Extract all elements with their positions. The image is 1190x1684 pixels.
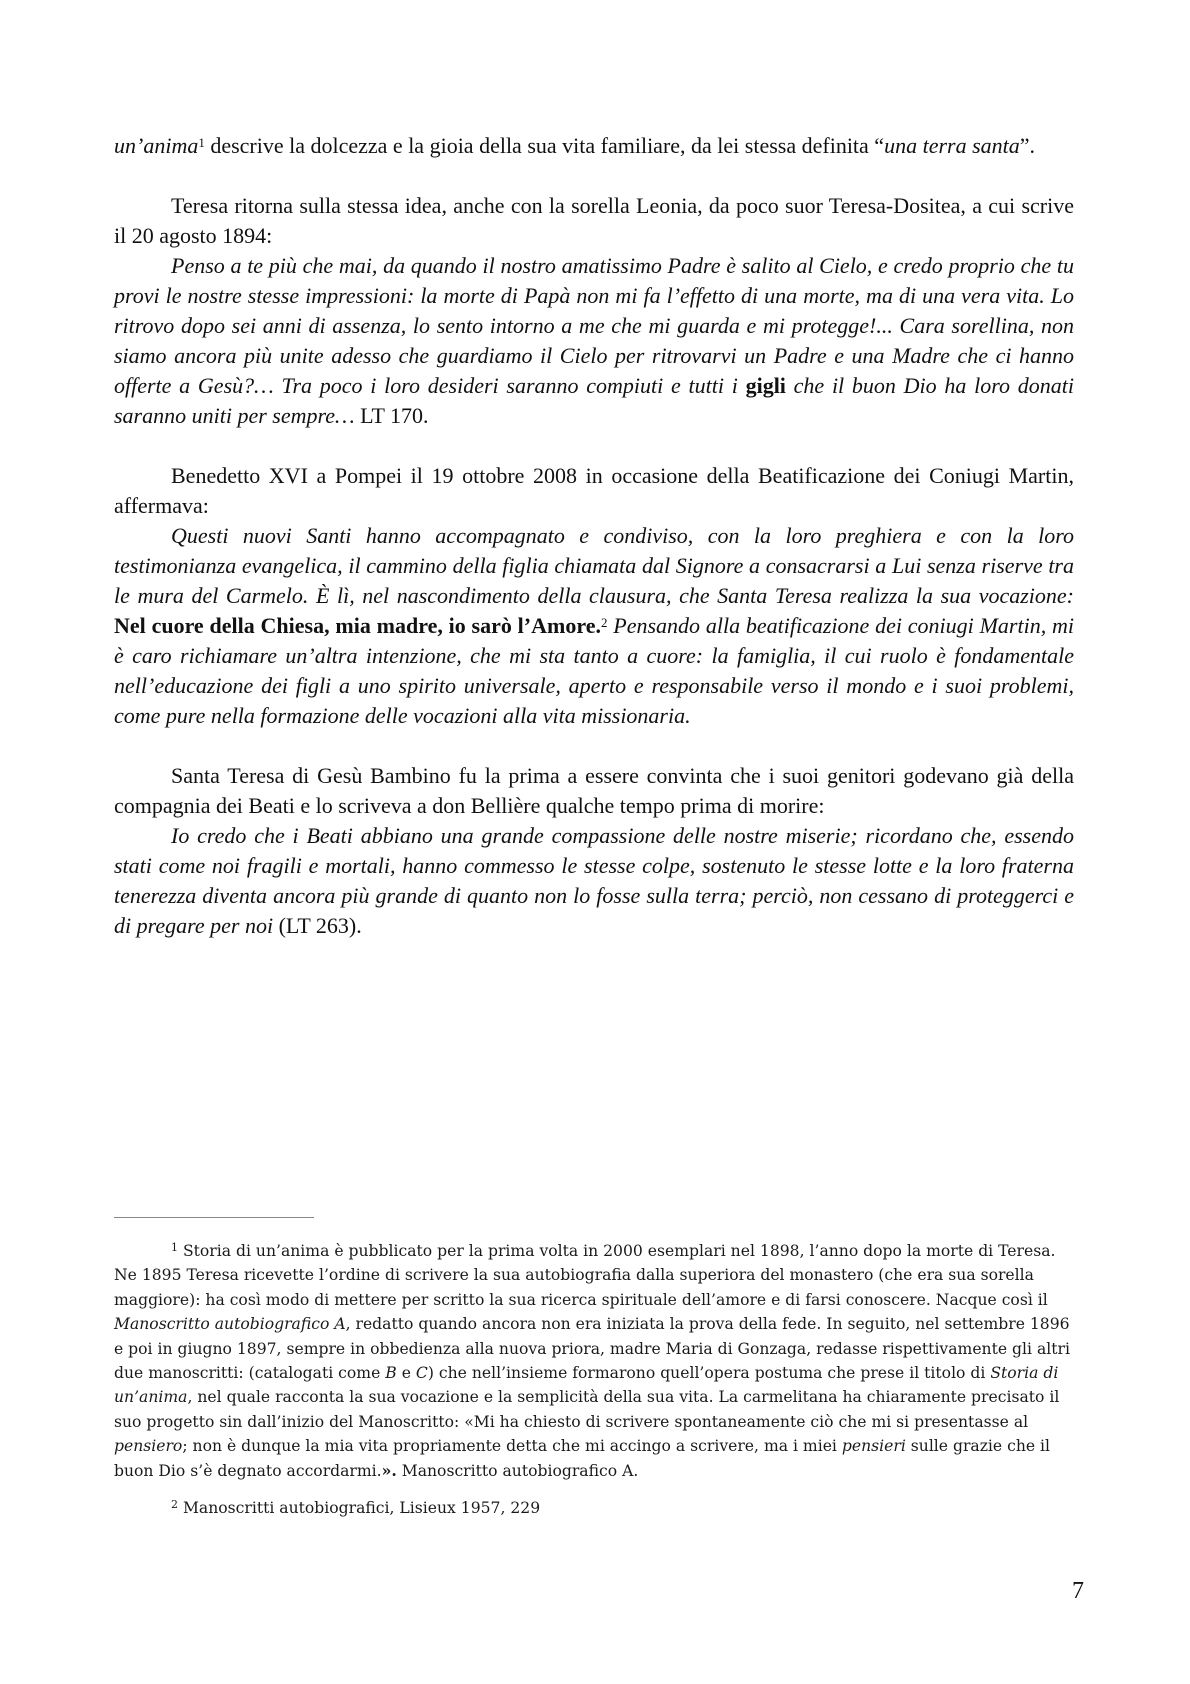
fn2-text: Manoscritti autobiografici, Lisieux 1957, 229 bbox=[178, 1499, 541, 1518]
footnote-separator bbox=[114, 1217, 314, 1218]
benedetto-quote-part-b: Pensando alla beatificazione dei coniugi Martin, mi è caro richiamare un’altra intenzione, che mi sta tanto a cuore: la famiglia, il cui ruolo è fondamentale nell’educazione dei figli a uno spirito universale, aperto e responsabile verso il mondo e i suoi problemi, come pure nella formazione delle vocazioni alla vita missionaria. bbox=[114, 613, 1074, 728]
fn1-text-6: ; non è dunque la mia vita propriamente detta che mi accingo a scrivere, ma i miei bbox=[182, 1437, 842, 1456]
vocation-bold: Nel cuore della Chiesa, mia madre, io sarò l’Amore. bbox=[114, 613, 601, 638]
footnotes bbox=[114, 1239, 1074, 1520]
leonia-quote bbox=[114, 251, 1074, 431]
footnote-2 bbox=[114, 1496, 1074, 1520]
gigli-bold: gigli bbox=[745, 373, 786, 398]
benedetto-quote-part-a: Questi nuovi Santi hanno accompagnato e condiviso, con la loro preghiera e con la loro testimonianza evangelica, il cammino della figlia chiamata dal Signore a consacrarsi a Lui senza riserve tra le mura del Carmelo. È lì, nel nascondimento della clausura, che Santa Teresa realizza la sua vocazione: bbox=[114, 523, 1074, 608]
fn1-italic-5: pensiero bbox=[114, 1437, 183, 1456]
footnote-ref-2[interactable]: 2 bbox=[600, 615, 608, 630]
santa-paragraph: Santa Teresa di Gesù Bambino fu la prima a essere convinta che i suoi genitori godevano già della compagnia dei Beati e lo scriveva a don Bellière qualche tempo prima di morire: bbox=[114, 763, 1074, 818]
benedetto-paragraph: Benedetto XVI a Pompei il 19 ottobre 2008 in occasione della Beatificazione dei Coniugi Martin, affermava: bbox=[114, 463, 1074, 518]
fn1-text-3: e bbox=[396, 1364, 416, 1383]
page-number: 7 bbox=[1072, 1578, 1084, 1604]
intro-paragraph bbox=[114, 131, 1074, 161]
leonia-paragraph: Teresa ritorna sulla stessa idea, anche con la sorella Leonia, da poco suor Teresa-Dositea, a cui scrive il 20 agosto 1894: bbox=[114, 193, 1074, 248]
leonia-quote-part-a: Penso a te più che mai, da quando il nostro amatissimo Padre è salito al Cielo, e credo proprio che tu provi le nostre stesse impressioni: la morte di Papà non mi fa l’effetto di una morte, ma di una vera vita. Lo ritrovo dopo sei anni di assenza, lo sento intorno a me che mi guarda e mi protegge!... Cara sorellina, non siamo ancora più unite adesso che guardiamo il Cielo per ritrovarvi un Padre e una Madre che ci hanno offerte a Gesù?… Tra poco i loro desideri saranno compiuti e tutti i bbox=[114, 253, 1074, 398]
fn1-text-8: Manoscritto autobiografico A. bbox=[396, 1461, 639, 1480]
citation-lt170: LT 170. bbox=[354, 403, 429, 428]
fn1-italic-4: Storia di un’anima bbox=[114, 1364, 1059, 1407]
fn1-text-1: Storia di un’anima è pubblicato per la prima volta in 2000 esemplari nel 1898, l’anno dopo la morte di Teresa. Ne 1895 Teresa ricevette l’ordine di scrivere la sua autobiografia dalla superiora del monastero (che era sua sorella maggiore): ha così modo di mettere per scritto la sua ricerca spirituale dell’amore e di farsi conoscere. Nacque così il bbox=[114, 1242, 1056, 1309]
footnote-2-number: 2 bbox=[171, 1498, 178, 1512]
footnote-1-number: 1 bbox=[171, 1241, 178, 1254]
fn1-italic-3: C bbox=[415, 1364, 428, 1383]
fn1-text-2: , redatto quando ancora non era iniziata la prova della fede. In seguito, nel settembre 1896 e poi in giugno 1897, sempre in obbedienza alla nuova priora, madre Maria di Gonzaga, redasse rispettivamente gli altri due manoscritti: (catalogati come bbox=[114, 1315, 1070, 1383]
footnote-ref-1[interactable]: 1 bbox=[198, 135, 205, 150]
benedetto-quote bbox=[114, 521, 1074, 731]
book-title: un’anima bbox=[114, 133, 199, 158]
santa-quote bbox=[114, 821, 1074, 941]
intro-quote: una terra santa bbox=[884, 133, 1020, 158]
fn1-text-4: ) che nell’insieme formarono quell’opera postuma che prese il titolo di bbox=[427, 1364, 991, 1383]
santa-quote-text: Io credo che i Beati abbiano una grande compassione delle nostre miserie; ricordano che, essendo stati come noi fragili e mortali, hanno commesso le stesse colpe, sostenuto le stesse lotte e la loro fraterna tenerezza diventa ancora più grande di quanto non lo fosse sulla terra; perciò, non cessano di proteggerci e di pregare per noi bbox=[114, 823, 1074, 938]
footnote-1 bbox=[114, 1239, 1074, 1483]
citation-lt263: (LT 263). bbox=[273, 913, 362, 938]
fn1-italic-1: Manoscritto autobiografico A bbox=[114, 1315, 346, 1334]
fn1-text-7: sulle grazie che il buon Dio s’è degnato accordarmi. bbox=[114, 1437, 1051, 1480]
fn1-italic-2: B bbox=[385, 1364, 397, 1383]
fn1-italic-6: pensieri bbox=[841, 1437, 906, 1456]
intro-text-end: ”. bbox=[1019, 133, 1036, 158]
main-text bbox=[114, 131, 1074, 941]
fn1-text-5: , nel quale racconta la sua vocazione e la semplicità della sua vita. La carmelitana ha chiaramente precisato il suo progetto sin dall’inizio del Manoscritto: «Mi ha chiesto di scrivere spontaneamente ciò che mi si presentasse al bbox=[114, 1388, 1060, 1431]
fn1-bold-1: ». bbox=[381, 1460, 397, 1480]
leonia-quote-part-b: che il buon Dio ha loro donati saranno uniti per sempre… bbox=[114, 373, 1074, 428]
intro-text: descrive la dolcezza e la gioia della sua vita familiare, da lei stessa definita “ bbox=[204, 133, 885, 158]
